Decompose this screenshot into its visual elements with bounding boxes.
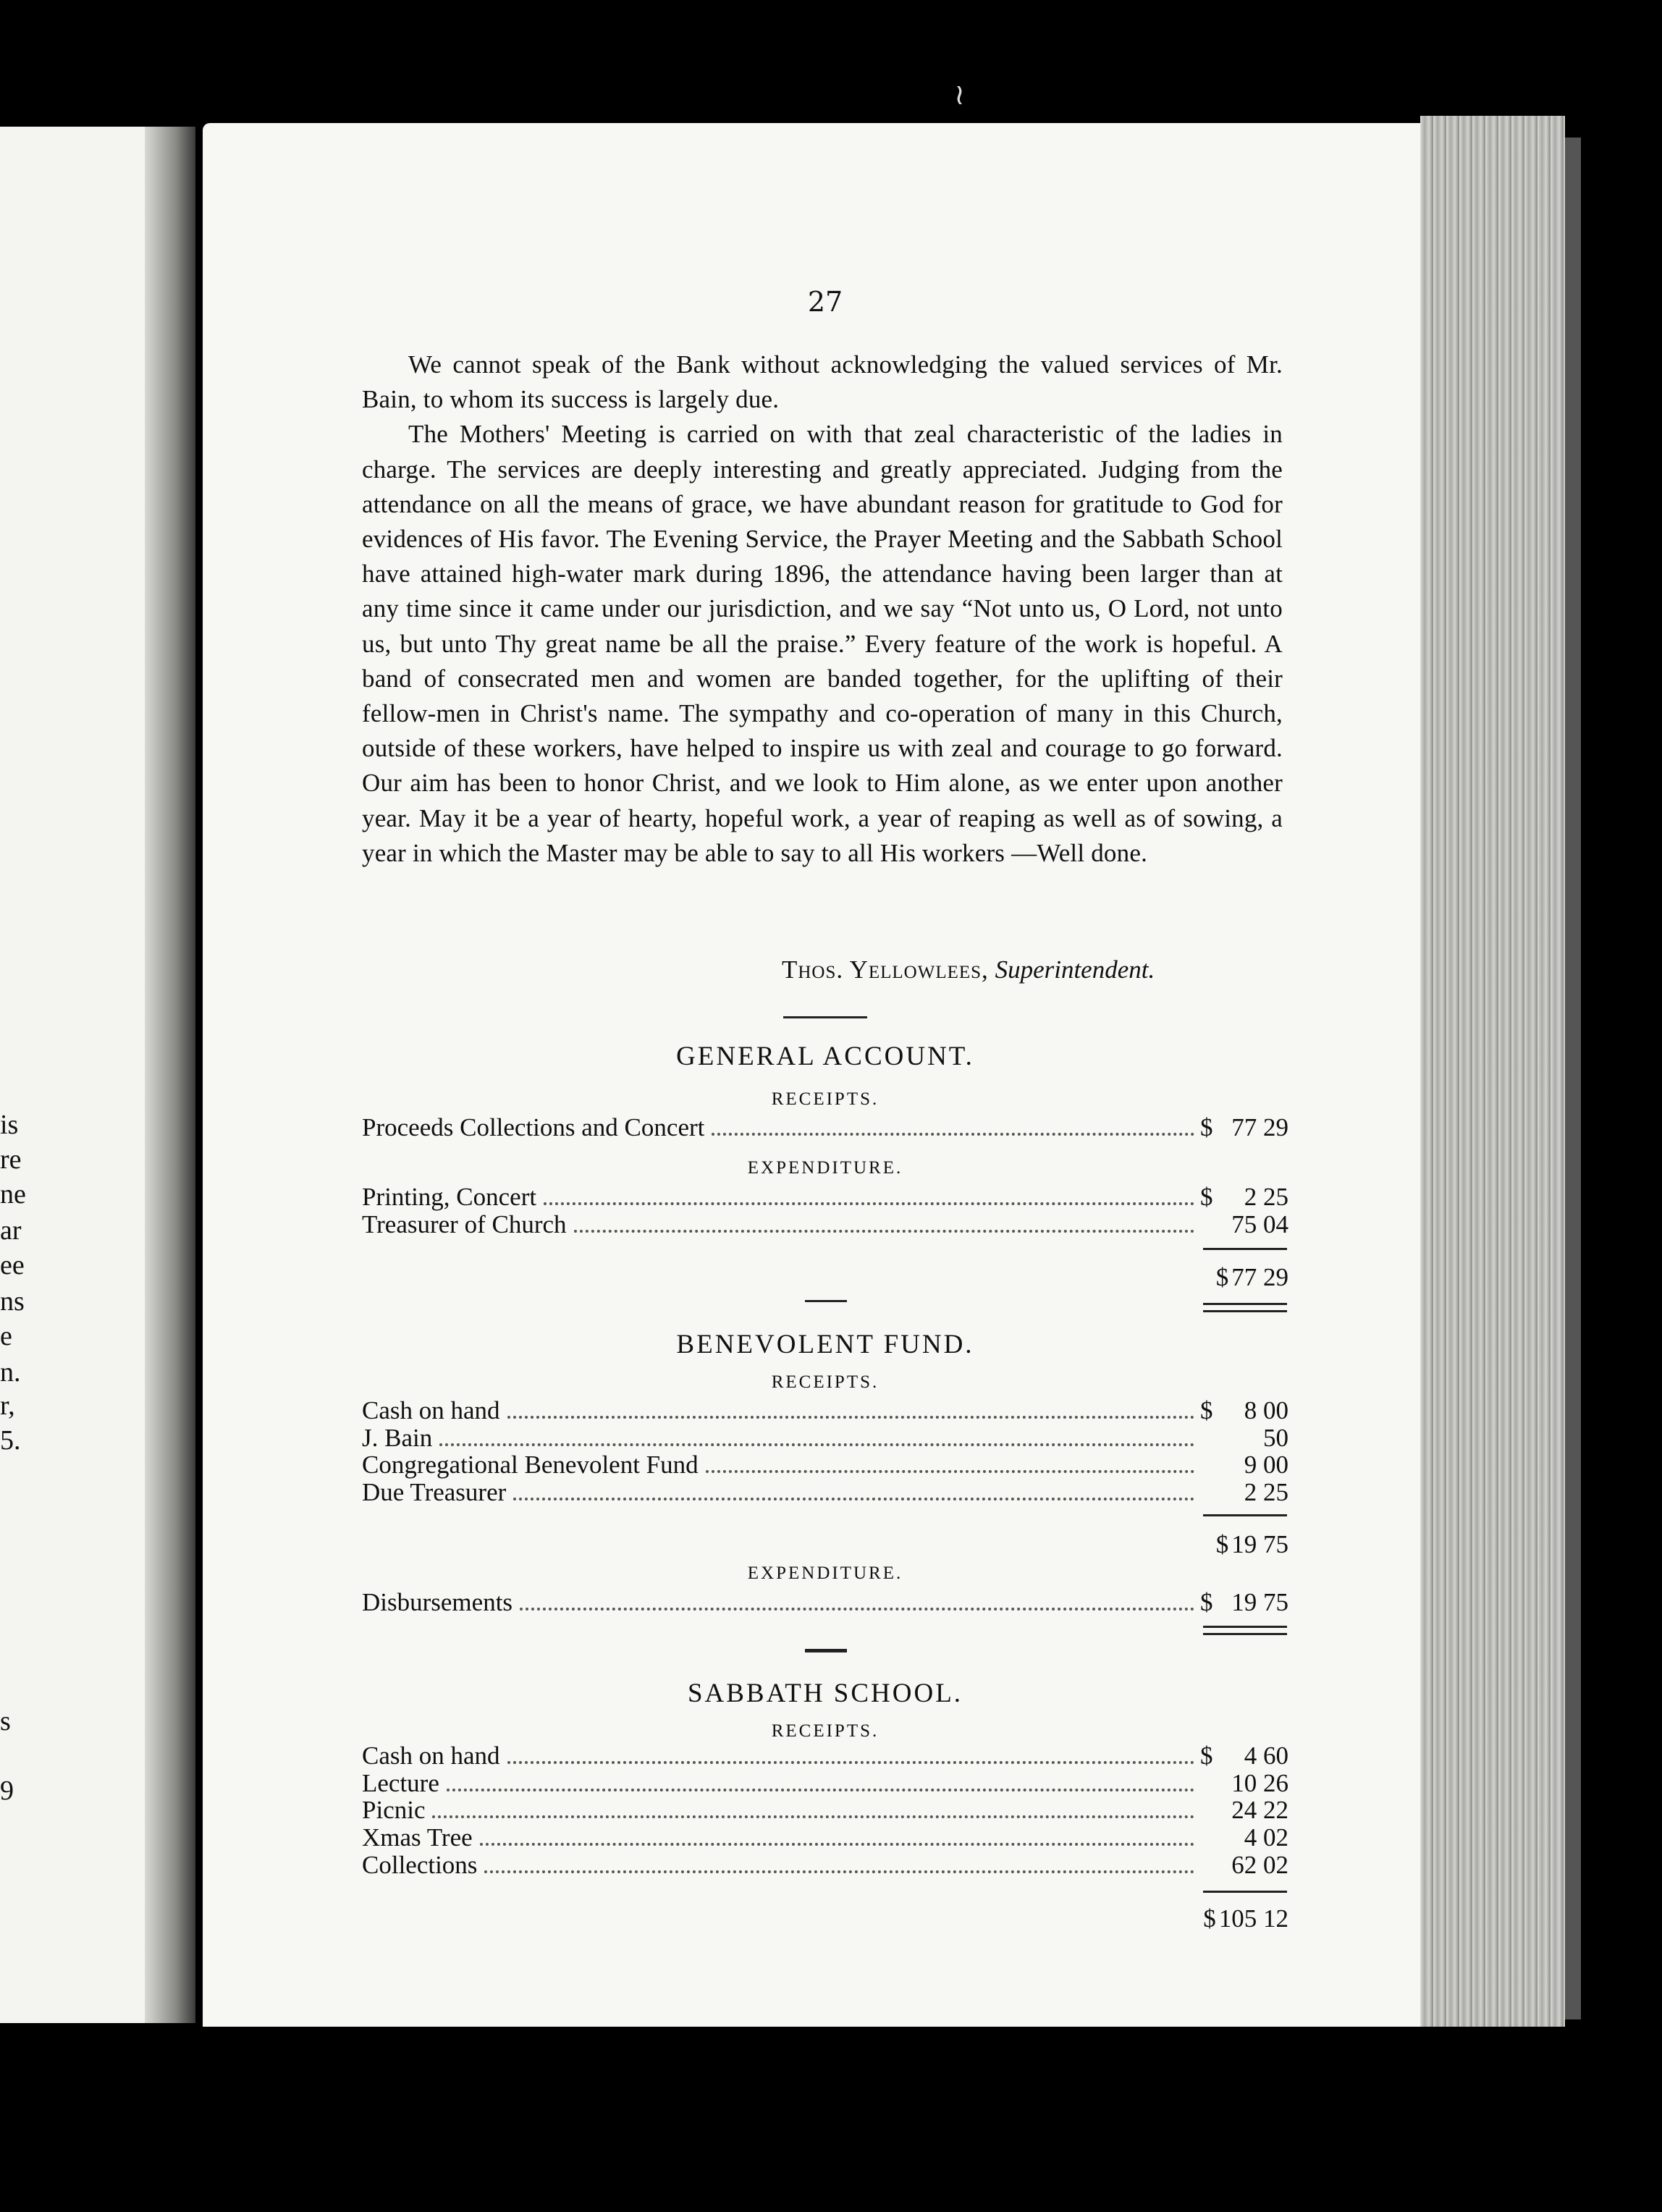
ledger-row (362, 1770, 1288, 1797)
double-rule (1203, 1626, 1287, 1635)
ledger-description: Printing, Concert (362, 1183, 537, 1211)
ledger-amount: 8 00 (1244, 1396, 1288, 1424)
ledger-description: Treasurer of Church (362, 1210, 567, 1238)
signature-name: Thos. Yellowlees, (782, 955, 989, 984)
leader-dots (520, 1592, 1194, 1611)
ledger-row (362, 1824, 1288, 1852)
ledger-description: J. Bain (362, 1424, 433, 1452)
leader-dots (439, 1427, 1194, 1446)
ledger-description: Picnic (362, 1796, 426, 1824)
leader-dots (712, 1117, 1194, 1136)
ledger-amount: 75 04 (1231, 1210, 1288, 1238)
benevolent-receipts-heading: RECEIPTS. (771, 1372, 879, 1392)
sum-rule (1203, 1891, 1287, 1893)
ledger-row (362, 1211, 1288, 1238)
ledger-description: Cash on hand (362, 1396, 500, 1424)
ledger-row (362, 1479, 1288, 1506)
signature (782, 953, 1288, 987)
left-page-text-fragments (0, 127, 29, 2023)
sabbath-school-title: SABBATH SCHOOL. (687, 1679, 963, 1708)
ledger-amount: 19 75 (1231, 1588, 1288, 1616)
left-page-fragment: ns (0, 1286, 25, 1317)
signature-title: Superintendent. (995, 955, 1155, 984)
left-page-fragment: 5. (0, 1425, 21, 1456)
ledger-amount: 50 (1263, 1424, 1288, 1452)
ledger-row (362, 1589, 1288, 1616)
page-number: 27 (807, 286, 843, 318)
ledger-row (362, 1424, 1288, 1452)
ledger-row (362, 1183, 1288, 1211)
general-account-total (1173, 1264, 1288, 1291)
left-page-fragment: e (0, 1321, 12, 1351)
leader-dots (480, 1827, 1194, 1846)
left-page-fragment: re (0, 1144, 22, 1175)
general-receipts-heading: RECEIPTS. (771, 1089, 879, 1109)
total-amount: 19 75 (1231, 1530, 1288, 1558)
ledger-row (362, 1397, 1288, 1424)
ledger-description: Lecture (362, 1769, 439, 1797)
scan-mark: ≀ (954, 78, 965, 111)
sabbath-receipts-heading: RECEIPTS. (771, 1721, 879, 1741)
benevolent-receipts-total (1173, 1531, 1288, 1558)
paragraph-mothers-meeting: The Mothers' Meeting is carried on with that zeal characteristic of the ladies in charge. The services are deeply interesting and greatly appreciated. Judging from the attendance on all the means of grace, we have abundant reason for gratitude to God for evidences of His favor. The Evening Service, the Prayer Meeting and the Sabbath School have attained high-water mark during 1896, the attendance having been larger than at any time since it came under our jurisdiction, and we say “Not unto us, O Lord, not unto us, but unto Thy great name be all the praise.” Every feature of the work is hopeful. A band of consecrated men and women are banded together, for the uplifting of their fellow-men in Christ's name. The sympathy and co-operation of many in this Church, outside of these workers, have helped to inspire us with zeal and courage to go forward. Our aim has been to honor Christ, and we look to Him alone, as we enter upon another year. May it be a year of hearty, hopeful work, a year of reaping as well as of sowing, a year in which the Master may be able to say to all His workers —Well done. (362, 420, 1283, 867)
total-amount: 77 29 (1231, 1263, 1288, 1291)
left-page-fragment: r, (0, 1390, 15, 1421)
section-divider (783, 1016, 867, 1018)
section-divider (805, 1649, 847, 1652)
currency-symbol: $ (1200, 1113, 1213, 1141)
leader-dots (574, 1214, 1194, 1233)
ledger-amount: 10 26 (1231, 1769, 1288, 1797)
left-page-fragment: n. (0, 1357, 21, 1388)
ledger-amount: 24 22 (1231, 1796, 1288, 1824)
double-rule (1203, 1303, 1287, 1312)
general-account-title: GENERAL ACCOUNT. (676, 1042, 974, 1071)
page-edges (1420, 116, 1565, 2027)
left-page-fragment: ee (0, 1250, 25, 1280)
ledger-row (362, 1797, 1288, 1824)
ledger-description: Xmas Tree (362, 1823, 473, 1852)
ledger-row (362, 1114, 1288, 1141)
sabbath-school-total (1173, 1905, 1288, 1933)
ledger-amount: 2 25 (1244, 1183, 1288, 1211)
body-text (362, 347, 1283, 871)
currency-symbol: $ (1215, 1530, 1229, 1558)
leader-dots (513, 1482, 1194, 1500)
currency-symbol: $ (1200, 1588, 1213, 1616)
book-gutter (145, 127, 195, 2023)
ledger-description: Cash on hand (362, 1742, 500, 1770)
ledger-description: Due Treasurer (362, 1478, 507, 1506)
leader-dots (706, 1454, 1194, 1473)
currency-symbol: $ (1200, 1396, 1213, 1424)
left-page-fragment: is (0, 1110, 19, 1140)
benevolent-expenditure-heading: EXPENDITURE. (747, 1563, 903, 1583)
currency-symbol: $ (1200, 1742, 1213, 1770)
total-amount: 105 12 (1218, 1904, 1288, 1933)
ledger-amount: 62 02 (1231, 1851, 1288, 1879)
currency-symbol: $ (1203, 1904, 1216, 1933)
left-facing-page (0, 127, 145, 2023)
left-page-fragment: 9 (0, 1776, 14, 1806)
ledger-description: Congregational Benevolent Fund (362, 1451, 699, 1479)
sum-rule (1203, 1248, 1287, 1250)
ledger-description: Proceeds Collections and Concert (362, 1113, 705, 1141)
sum-rule (1203, 1514, 1287, 1516)
paragraph-bank: We cannot speak of the Bank without acknowledging the valued services of Mr. Bain, to whom its success is largely due. (362, 350, 1283, 414)
left-page-fragment: ar (0, 1215, 22, 1246)
general-expenditure-heading: EXPENDITURE. (747, 1158, 903, 1178)
leader-dots (432, 1799, 1194, 1818)
currency-symbol: $ (1200, 1183, 1213, 1211)
leader-dots (447, 1773, 1194, 1791)
leader-dots (507, 1745, 1194, 1764)
ledger-row (362, 1852, 1288, 1879)
book-cover-edge (1565, 138, 1581, 2019)
ledger-amount: 2 25 (1244, 1478, 1288, 1506)
left-page-fragment: s (0, 1706, 11, 1736)
ledger-description: Collections (362, 1851, 478, 1879)
ledger-row (362, 1451, 1288, 1479)
benevolent-fund-title: BENEVOLENT FUND. (676, 1330, 974, 1359)
leader-dots (544, 1186, 1194, 1205)
left-page-fragment: ne (0, 1179, 26, 1210)
section-divider (805, 1300, 847, 1302)
ledger-amount: 4 02 (1244, 1823, 1288, 1852)
ledger-amount: 4 60 (1244, 1742, 1288, 1770)
ledger-description: Disbursements (362, 1588, 513, 1616)
currency-symbol: $ (1215, 1263, 1229, 1291)
ledger-amount: 9 00 (1244, 1451, 1288, 1479)
ledger-amount: 77 29 (1231, 1113, 1288, 1141)
ledger-row (362, 1742, 1288, 1770)
leader-dots (484, 1854, 1194, 1873)
leader-dots (507, 1400, 1194, 1419)
